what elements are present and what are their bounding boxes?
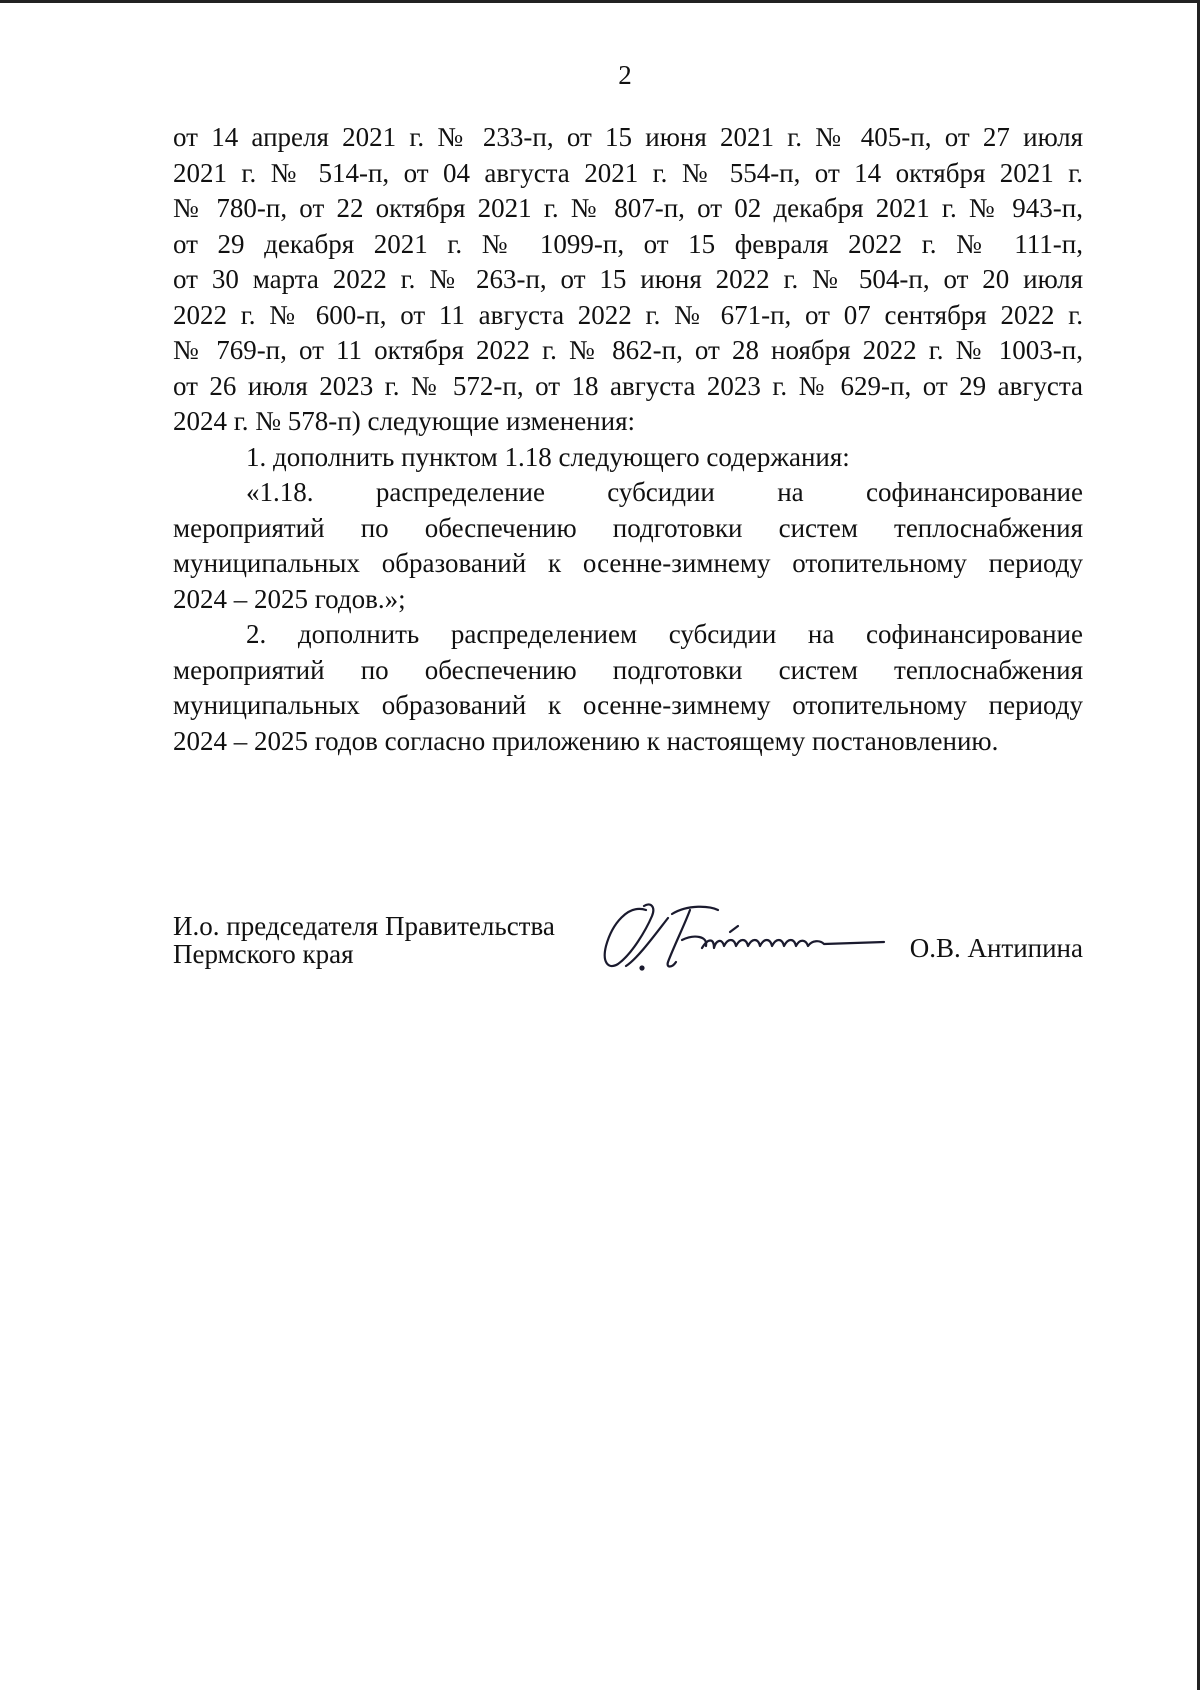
body-line: от 29 декабря 2021 г. № 1099-п, от 15 февраля 2022 г. № 111-п, xyxy=(173,228,1083,259)
quote-line: муниципальных образований к осенне-зимнему отопительному периоду xyxy=(173,548,1083,578)
body-line: 2024 г. № 578-п) следующие изменения: xyxy=(173,406,635,436)
body-line: № 769-п, от 11 октября 2022 г. № 862-п, от 28 ноября 2022 г. № 1003-п, xyxy=(173,335,1083,365)
item-2-line: муниципальных образований к осенне-зимнему отопительному периоду xyxy=(173,690,1083,720)
quote-line: мероприятий по обеспечению подготовки систем теплоснабжения xyxy=(173,512,1083,543)
item-2-line: 2. дополнить распределением субсидии на софинансирование xyxy=(246,619,1083,649)
item-2-line: 2024 – 2025 годов согласно приложению к настоящему постановлению. xyxy=(173,725,999,756)
signatory-title-line: Пермского края xyxy=(173,939,354,969)
body-line: от 30 марта 2022 г. № 263-п, от 15 июня 2022 г. № 504-п, от 20 июля xyxy=(173,264,1083,294)
handwritten-signature-icon xyxy=(598,896,888,976)
body-line: 2021 г. № 514-п, от 04 августа 2021 г. № 554-п, от 14 октября 2021 г. xyxy=(173,157,1083,188)
signatory-title-line: И.о. председателя Правительства xyxy=(173,911,555,941)
item-2-line: мероприятий по обеспечению подготовки систем теплоснабжения xyxy=(173,654,1083,685)
quote-line: 2024 – 2025 годов.»; xyxy=(173,583,406,614)
body-line: № 780-п, от 22 октября 2021 г. № 807-п, от 02 декабря 2021 г. № 943-п, xyxy=(173,193,1083,223)
document-body xyxy=(173,120,1083,759)
body-line: от 26 июля 2023 г. № 572-п, от 18 августа 2023 г. № 629-п, от 29 августа xyxy=(173,370,1083,401)
quote-line: «1.18. распределение субсидии на софинансирование xyxy=(246,477,1083,507)
scan-edge-top xyxy=(0,0,1200,3)
page-number: 2 xyxy=(618,60,632,90)
signature-block xyxy=(173,908,1083,988)
body-line: 2022 г. № 600-п, от 11 августа 2022 г. № 671-п, от 07 сентября 2022 г. xyxy=(173,299,1083,330)
signatory-name: О.В. Антипина xyxy=(909,933,1083,963)
signatory-title xyxy=(173,912,555,968)
body-line: от 14 апреля 2021 г. № 233-п, от 15 июня 2021 г. № 405-п, от 27 июля xyxy=(173,122,1083,152)
item-1: 1. дополнить пунктом 1.18 следующего содержания: xyxy=(246,441,850,472)
